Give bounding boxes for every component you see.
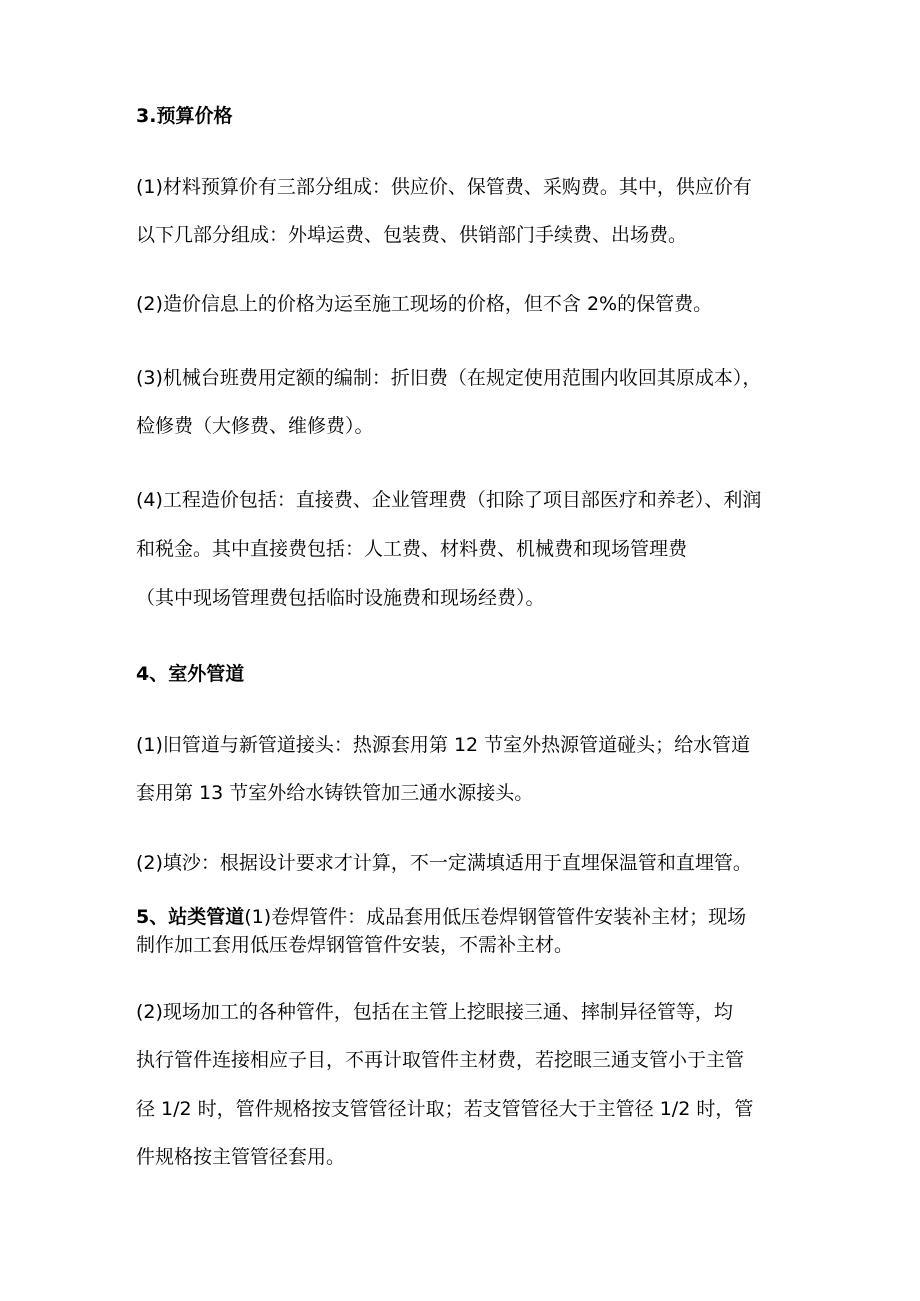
section-3-item-4-line-2: 和税金。其中直接费包括：人工费、材料费、机械费和现场管理费 [136,538,688,560]
section-3-item-4-line-1: (4)工程造价包括：直接费、企业管理费（扣除了项目部医疗和养老）、利润 [136,489,762,511]
section-5-item-2-line-1: (2)现场加工的各种管件，包括在主管上挖眼接三通、摔制异径管等，均 [136,1001,733,1023]
section-3-heading: 3.预算价格 [136,105,233,127]
section-4-item-1-line-2: 套用第 13 节室外给水铸铁管加三通水源接头。 [136,782,534,804]
section-3-item-4-line-3: （其中现场管理费包括临时设施费和现场经费）。 [136,587,545,609]
section-3-item-3-line-2: 检修费（大修费、维修费）。 [136,415,374,437]
section-4-item-1-line-1: (1)旧管道与新管道接头：热源套用第 12 节室外热源管道碰头；给水管道 [136,734,751,756]
section-5-line-1 [136,905,746,929]
section-5-heading: 5、站类管道 [136,906,245,928]
section-5-item-2-line-3: 径 1/2 时，管件规格按支管管径计取；若支管管径大于主管径 1/2 时，管 [136,1098,754,1120]
section-5-item-1-line-1: (1)卷焊管件：成品套用低压卷焊钢管管件安装补主材；现场 [244,906,747,928]
section-3-item-1-line-1: (1)材料预算价有三部分组成：供应价、保管费、采购费。其中，供应价有 [136,176,752,198]
section-4-heading: 4、室外管道 [136,663,245,685]
section-4-item-2-line-1: (2)填沙：根据设计要求才计算，不一定满填适用于直埋保温管和直埋管。 [136,852,752,874]
section-3-item-3-line-1: (3)机械台班费用定额的编制：折旧费（在规定使用范围内收回其原成本）， [136,367,762,389]
section-5-item-1-line-2: 制作加工套用低压卷焊钢管管件安装，不需补主材。 [136,934,574,956]
section-3-item-2-line-1: (2)造价信息上的价格为运至施工现场的价格，但不含 2%的保管费。 [136,293,713,315]
section-5-item-2-line-4: 件规格按主管管径套用。 [136,1146,346,1168]
section-5-item-2-line-2: 执行管件连接相应子目，不再计取管件主材费，若挖眼三通支管小于主管 [136,1049,745,1071]
section-3-item-1-line-2: 以下几部分组成：外埠运费、包装费、供销部门手续费、出场费。 [136,224,688,246]
